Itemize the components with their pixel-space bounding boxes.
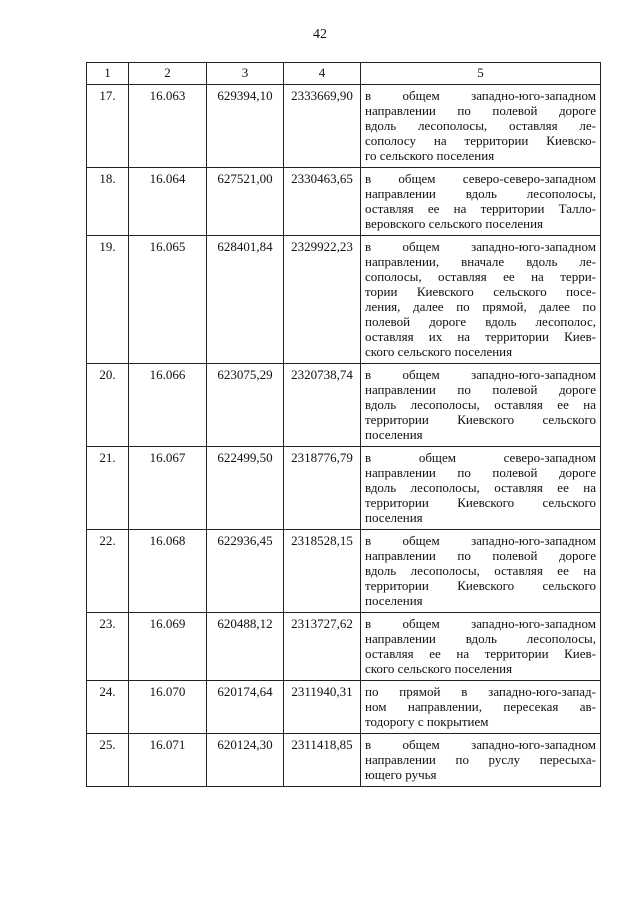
point-code: 16.067 <box>129 447 207 530</box>
description-line: территории Киевского сельского <box>365 495 596 510</box>
coordinate-y: 2320738,74 <box>284 364 361 447</box>
table-row <box>87 681 601 734</box>
header-cell-1: 1 <box>87 63 129 85</box>
description-line: в общем северо-северо-западном <box>365 171 596 186</box>
description-line: направлении, вначале вдоль ле- <box>365 254 596 269</box>
description-line: оставляя их на территории Киев- <box>365 329 596 344</box>
description-line: тории Киевского сельского посе- <box>365 284 596 299</box>
description-line: территории Киевского сельского <box>365 578 596 593</box>
coordinate-y: 2311940,31 <box>284 681 361 734</box>
coordinate-y: 2318528,15 <box>284 530 361 613</box>
row-number: 20. <box>87 364 129 447</box>
description-line: территории Киевского сельского <box>365 412 596 427</box>
description-line: по прямой в западно-юго-запад- <box>365 684 596 699</box>
description-line: направлении по полевой дороге <box>365 548 596 563</box>
row-number: 25. <box>87 734 129 787</box>
coordinate-x: 629394,10 <box>207 85 284 168</box>
row-number: 18. <box>87 168 129 236</box>
description-line: ления, далее по прямой, далее по <box>365 299 596 314</box>
boundary-description <box>361 168 601 236</box>
table-row <box>87 168 601 236</box>
header-cell-2: 2 <box>129 63 207 85</box>
description-line: в общем западно-юго-западном <box>365 367 596 382</box>
description-line: веровского сельского поселения <box>365 216 544 231</box>
description-line: го сельского поселения <box>365 148 495 163</box>
header-cell-4: 4 <box>284 63 361 85</box>
point-code: 16.064 <box>129 168 207 236</box>
table-row <box>87 530 601 613</box>
description-line: тодорогу с покрытием <box>365 714 489 729</box>
coordinate-y: 2330463,65 <box>284 168 361 236</box>
description-line: вдоль лесополосы, оставляя ее на <box>365 563 596 578</box>
description-line: оставляя ее на территории Киев- <box>365 646 596 661</box>
coordinate-x: 620124,30 <box>207 734 284 787</box>
description-line: вдоль лесополосы, оставляя ле- <box>365 118 596 133</box>
boundary-description <box>361 447 601 530</box>
description-line: полевой дороге вдоль лесополос, <box>365 314 596 329</box>
description-line: в общем западно-юго-западном <box>365 239 596 254</box>
point-code: 16.068 <box>129 530 207 613</box>
coordinate-x: 622936,45 <box>207 530 284 613</box>
description-line: в общем западно-юго-западном <box>365 737 596 752</box>
description-line: в общем западно-юго-западном <box>365 533 596 548</box>
description-line: в общем западно-юго-западном <box>365 616 596 631</box>
description-line: направлении по полевой дороге <box>365 465 596 480</box>
row-number: 22. <box>87 530 129 613</box>
row-number: 19. <box>87 236 129 364</box>
boundary-description <box>361 530 601 613</box>
description-line: ского сельского поселения <box>365 344 513 359</box>
table-row <box>87 85 601 168</box>
table-row <box>87 734 601 787</box>
header-cell-3: 3 <box>207 63 284 85</box>
header-row <box>87 63 601 85</box>
description-line: вдоль лесополосы, оставляя ее на <box>365 480 596 495</box>
boundary-description <box>361 236 601 364</box>
coordinate-x: 622499,50 <box>207 447 284 530</box>
table-row <box>87 236 601 364</box>
boundary-description <box>361 681 601 734</box>
description-line: направлении по полевой дороге <box>365 103 596 118</box>
coordinate-x: 628401,84 <box>207 236 284 364</box>
description-line: ном направлении, пересекая ав- <box>365 699 596 714</box>
description-line: поселения <box>365 510 423 525</box>
coordinate-x: 627521,00 <box>207 168 284 236</box>
description-line: поселения <box>365 593 423 608</box>
coordinate-x: 620488,12 <box>207 613 284 681</box>
coordinate-y: 2313727,62 <box>284 613 361 681</box>
coordinate-x: 620174,64 <box>207 681 284 734</box>
row-number: 23. <box>87 613 129 681</box>
header-cell-5: 5 <box>361 63 601 85</box>
boundary-description <box>361 85 601 168</box>
boundary-description <box>361 364 601 447</box>
point-code: 16.071 <box>129 734 207 787</box>
boundary-table <box>86 62 601 787</box>
coordinate-y: 2329922,23 <box>284 236 361 364</box>
coordinate-y: 2333669,90 <box>284 85 361 168</box>
boundary-description <box>361 613 601 681</box>
description-line: направлении по полевой дороге <box>365 382 596 397</box>
row-number: 17. <box>87 85 129 168</box>
coordinate-y: 2311418,85 <box>284 734 361 787</box>
coordinate-x: 623075,29 <box>207 364 284 447</box>
row-number: 24. <box>87 681 129 734</box>
description-line: направлении по руслу пересыха- <box>365 752 596 767</box>
point-code: 16.069 <box>129 613 207 681</box>
description-line: вдоль лесополосы, оставляя ее на <box>365 397 596 412</box>
description-line: поселения <box>365 427 423 442</box>
description-line: ского сельского поселения <box>365 661 513 676</box>
description-line: в общем северо-западном <box>365 450 596 465</box>
table-row <box>87 364 601 447</box>
page-number: 42 <box>313 27 327 42</box>
row-number: 21. <box>87 447 129 530</box>
table-row <box>87 447 601 530</box>
description-line: сополосы, оставляя ее на терри- <box>365 269 596 284</box>
table-row <box>87 613 601 681</box>
boundary-description <box>361 734 601 787</box>
description-line: направлении вдоль лесополосы, <box>365 186 596 201</box>
description-line: направлении вдоль лесополосы, <box>365 631 596 646</box>
description-line: сополосу на территории Киевско- <box>365 133 596 148</box>
point-code: 16.065 <box>129 236 207 364</box>
coordinate-y: 2318776,79 <box>284 447 361 530</box>
description-line: ющего ручья <box>365 767 437 782</box>
point-code: 16.070 <box>129 681 207 734</box>
description-line: оставляя ее на территории Талло- <box>365 201 596 216</box>
description-line: в общем западно-юго-западном <box>365 88 596 103</box>
point-code: 16.063 <box>129 85 207 168</box>
point-code: 16.066 <box>129 364 207 447</box>
